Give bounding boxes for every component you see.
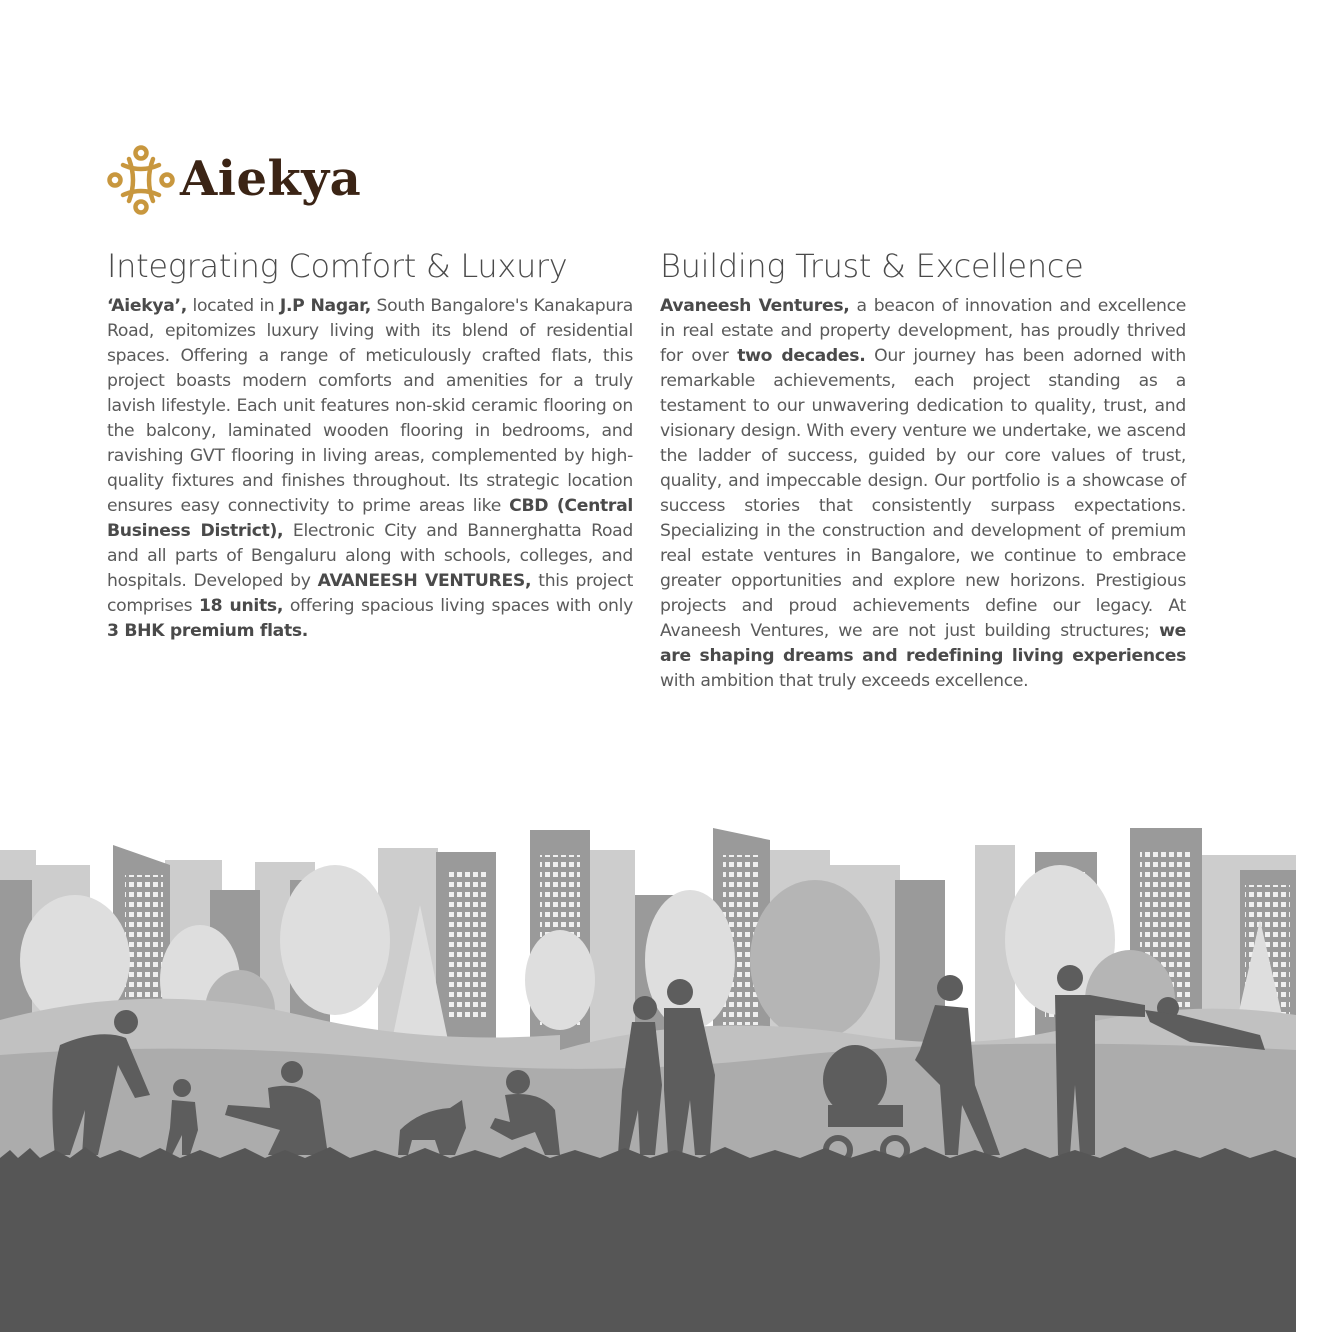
bold-text: two decades. bbox=[737, 346, 866, 366]
body-text: with ambition that truly exceeds excellence. bbox=[660, 671, 1029, 691]
aiekya-logo bbox=[107, 143, 367, 221]
body-text: Our journey has been adorned with remarkable achievements, each project standing as a testament to our unwavering dedication to quality, trust, and visionary design. With every venture we undertake, we ascend the ladder of success, guided by our core values of trust, quality, and impeccable design. Our portfolio is a showcase of success stories that consistently surpass expectations. Specializing in the construction and development of premium real estate ventures in Bangalore, we continue to embrace greater opportunities and explore new horizons. Prestigious projects and proud achievements define our legacy. At Avaneesh Ventures, we are not just building structures; bbox=[660, 346, 1186, 641]
city-park-silhouette-illustration bbox=[0, 810, 1296, 1332]
bold-text: Avaneesh Ventures, bbox=[660, 296, 850, 316]
body-text: located in bbox=[187, 296, 280, 316]
bold-text: CBD (Central Business District), bbox=[107, 496, 633, 541]
bold-text: AVANEESH VENTURES, bbox=[317, 571, 532, 591]
project-heading: Integrating Comfort & Luxury bbox=[107, 247, 568, 285]
project-description bbox=[107, 294, 633, 644]
body-text: offering spacious living spaces with only bbox=[283, 596, 633, 616]
body-text: Electronic City and Bannerghatta Road and all parts of Bengaluru along with schools, colleges, and hospitals. Developed by bbox=[107, 521, 634, 591]
ground bbox=[0, 1147, 1296, 1332]
aiekya-emblem-icon bbox=[107, 143, 179, 219]
developer-description bbox=[660, 294, 1186, 694]
bold-text: 3 BHK premium flats. bbox=[107, 621, 309, 641]
body-text: South Bangalore's Kanakapura Road, epitomizes luxury living with its blend of residential spaces. Offering a range of meticulously crafted flats, this project boasts modern comforts and amenities for a truly lavish lifestyle. Each unit features non-skid ceramic flooring on the balcony, laminated wooden flooring in bedrooms, and ravishing GVT flooring in living areas, complemented by high-quality fixtures and finishes throughout. Its strategic location ensures easy connectivity to prime areas like bbox=[107, 296, 633, 516]
bold-text: we are shaping dreams and redefining living experiences bbox=[660, 621, 1186, 666]
body-text: this project comprises bbox=[107, 571, 634, 616]
developer-section bbox=[660, 246, 1186, 694]
logo-wordmark: Aiekya bbox=[180, 151, 362, 207]
bold-text: 18 units, bbox=[198, 596, 284, 616]
project-section bbox=[107, 246, 633, 644]
bold-text: J.P Nagar, bbox=[279, 296, 372, 316]
body-text: a beacon of innovation and excellence in real estate and property development, has proudly thrived for over bbox=[660, 296, 1186, 366]
bold-text: ‘Aiekya’, bbox=[107, 296, 187, 316]
developer-heading: Building Trust & Excellence bbox=[660, 247, 1084, 285]
